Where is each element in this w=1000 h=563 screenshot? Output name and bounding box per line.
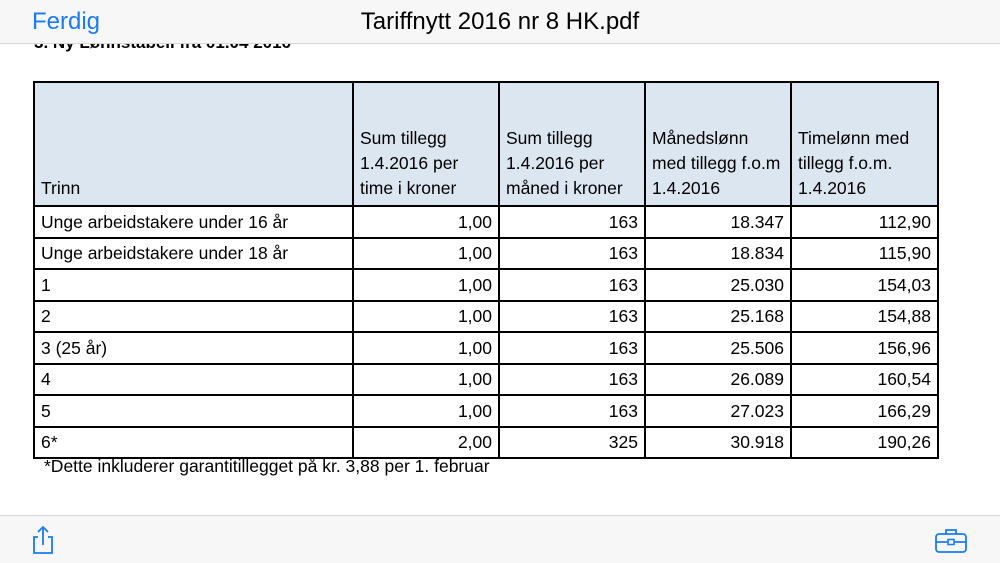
toolbox-icon xyxy=(934,525,968,555)
cell-value: 1,00 xyxy=(353,206,499,238)
header-hourly-wage: Timelønn med tillegg f.o.m. 1.4.2016 xyxy=(791,82,938,206)
cell-value: 25.168 xyxy=(645,301,791,333)
table-row xyxy=(34,364,938,396)
cell-value: 163 xyxy=(499,332,645,364)
table-row xyxy=(34,301,938,333)
table-header-row xyxy=(34,82,938,206)
share-icon xyxy=(26,525,60,555)
cell-value: 1,00 xyxy=(353,395,499,427)
cell-value: 112,90 xyxy=(791,206,938,238)
cell-trinn: 3 (25 år) xyxy=(34,332,353,364)
cell-value: 18.834 xyxy=(645,238,791,270)
cell-value: 25.506 xyxy=(645,332,791,364)
cell-value: 27.023 xyxy=(645,395,791,427)
cell-value: 25.030 xyxy=(645,269,791,301)
cell-value: 154,88 xyxy=(791,301,938,333)
cell-value: 190,26 xyxy=(791,427,938,459)
share-button[interactable] xyxy=(26,525,60,555)
cell-value: 1,00 xyxy=(353,332,499,364)
cell-value: 163 xyxy=(499,395,645,427)
pdf-page[interactable] xyxy=(0,44,1000,515)
cell-value: 163 xyxy=(499,269,645,301)
salary-table xyxy=(33,81,939,459)
cell-trinn: 6* xyxy=(34,427,353,459)
table-row xyxy=(34,395,938,427)
bottom-toolbar xyxy=(0,515,1000,563)
cell-value: 1,00 xyxy=(353,364,499,396)
cell-value: 30.918 xyxy=(645,427,791,459)
header-trinn: Trinn xyxy=(34,82,353,206)
header-monthly-increase: Sum tillegg 1.4.2016 per måned i kroner xyxy=(499,82,645,206)
cell-value: 1,00 xyxy=(353,301,499,333)
cell-value: 154,03 xyxy=(791,269,938,301)
document-title: Tariffnytt 2016 nr 8 HK.pdf xyxy=(360,8,640,35)
navigation-bar xyxy=(0,0,1000,44)
cell-trinn: 2 xyxy=(34,301,353,333)
cell-value: 156,96 xyxy=(791,332,938,364)
table-body xyxy=(34,206,938,458)
cell-value: 18.347 xyxy=(645,206,791,238)
table-row xyxy=(34,332,938,364)
done-button[interactable]: Ferdig xyxy=(32,8,101,35)
header-monthly-salary: Månedslønn med tillegg f.o.m 1.4.2016 xyxy=(645,82,791,206)
table-row xyxy=(34,206,938,238)
cell-value: 166,29 xyxy=(791,395,938,427)
table-row xyxy=(34,238,938,270)
footnote: *Dette inkluderer garantitillegget på kr. 3,88 per 1. februar xyxy=(44,456,490,476)
table-row xyxy=(34,427,938,459)
toolbox-button[interactable] xyxy=(934,525,968,555)
cell-value: 163 xyxy=(499,238,645,270)
cell-trinn: Unge arbeidstakere under 18 år xyxy=(34,238,353,270)
cell-value: 1,00 xyxy=(353,269,499,301)
cell-trinn: Unge arbeidstakere under 16 år xyxy=(34,206,353,238)
cell-value: 26.089 xyxy=(645,364,791,396)
cell-trinn: 4 xyxy=(34,364,353,396)
cell-value: 160,54 xyxy=(791,364,938,396)
table-row xyxy=(34,269,938,301)
cell-value: 1,00 xyxy=(353,238,499,270)
cell-value: 163 xyxy=(499,206,645,238)
cell-value: 163 xyxy=(499,364,645,396)
cell-value: 115,90 xyxy=(791,238,938,270)
cell-value: 2,00 xyxy=(353,427,499,459)
cell-value: 325 xyxy=(499,427,645,459)
cell-trinn: 5 xyxy=(34,395,353,427)
cell-value: 163 xyxy=(499,301,645,333)
header-hourly-increase: Sum tillegg 1.4.2016 per time i kroner xyxy=(353,82,499,206)
cell-trinn: 1 xyxy=(34,269,353,301)
